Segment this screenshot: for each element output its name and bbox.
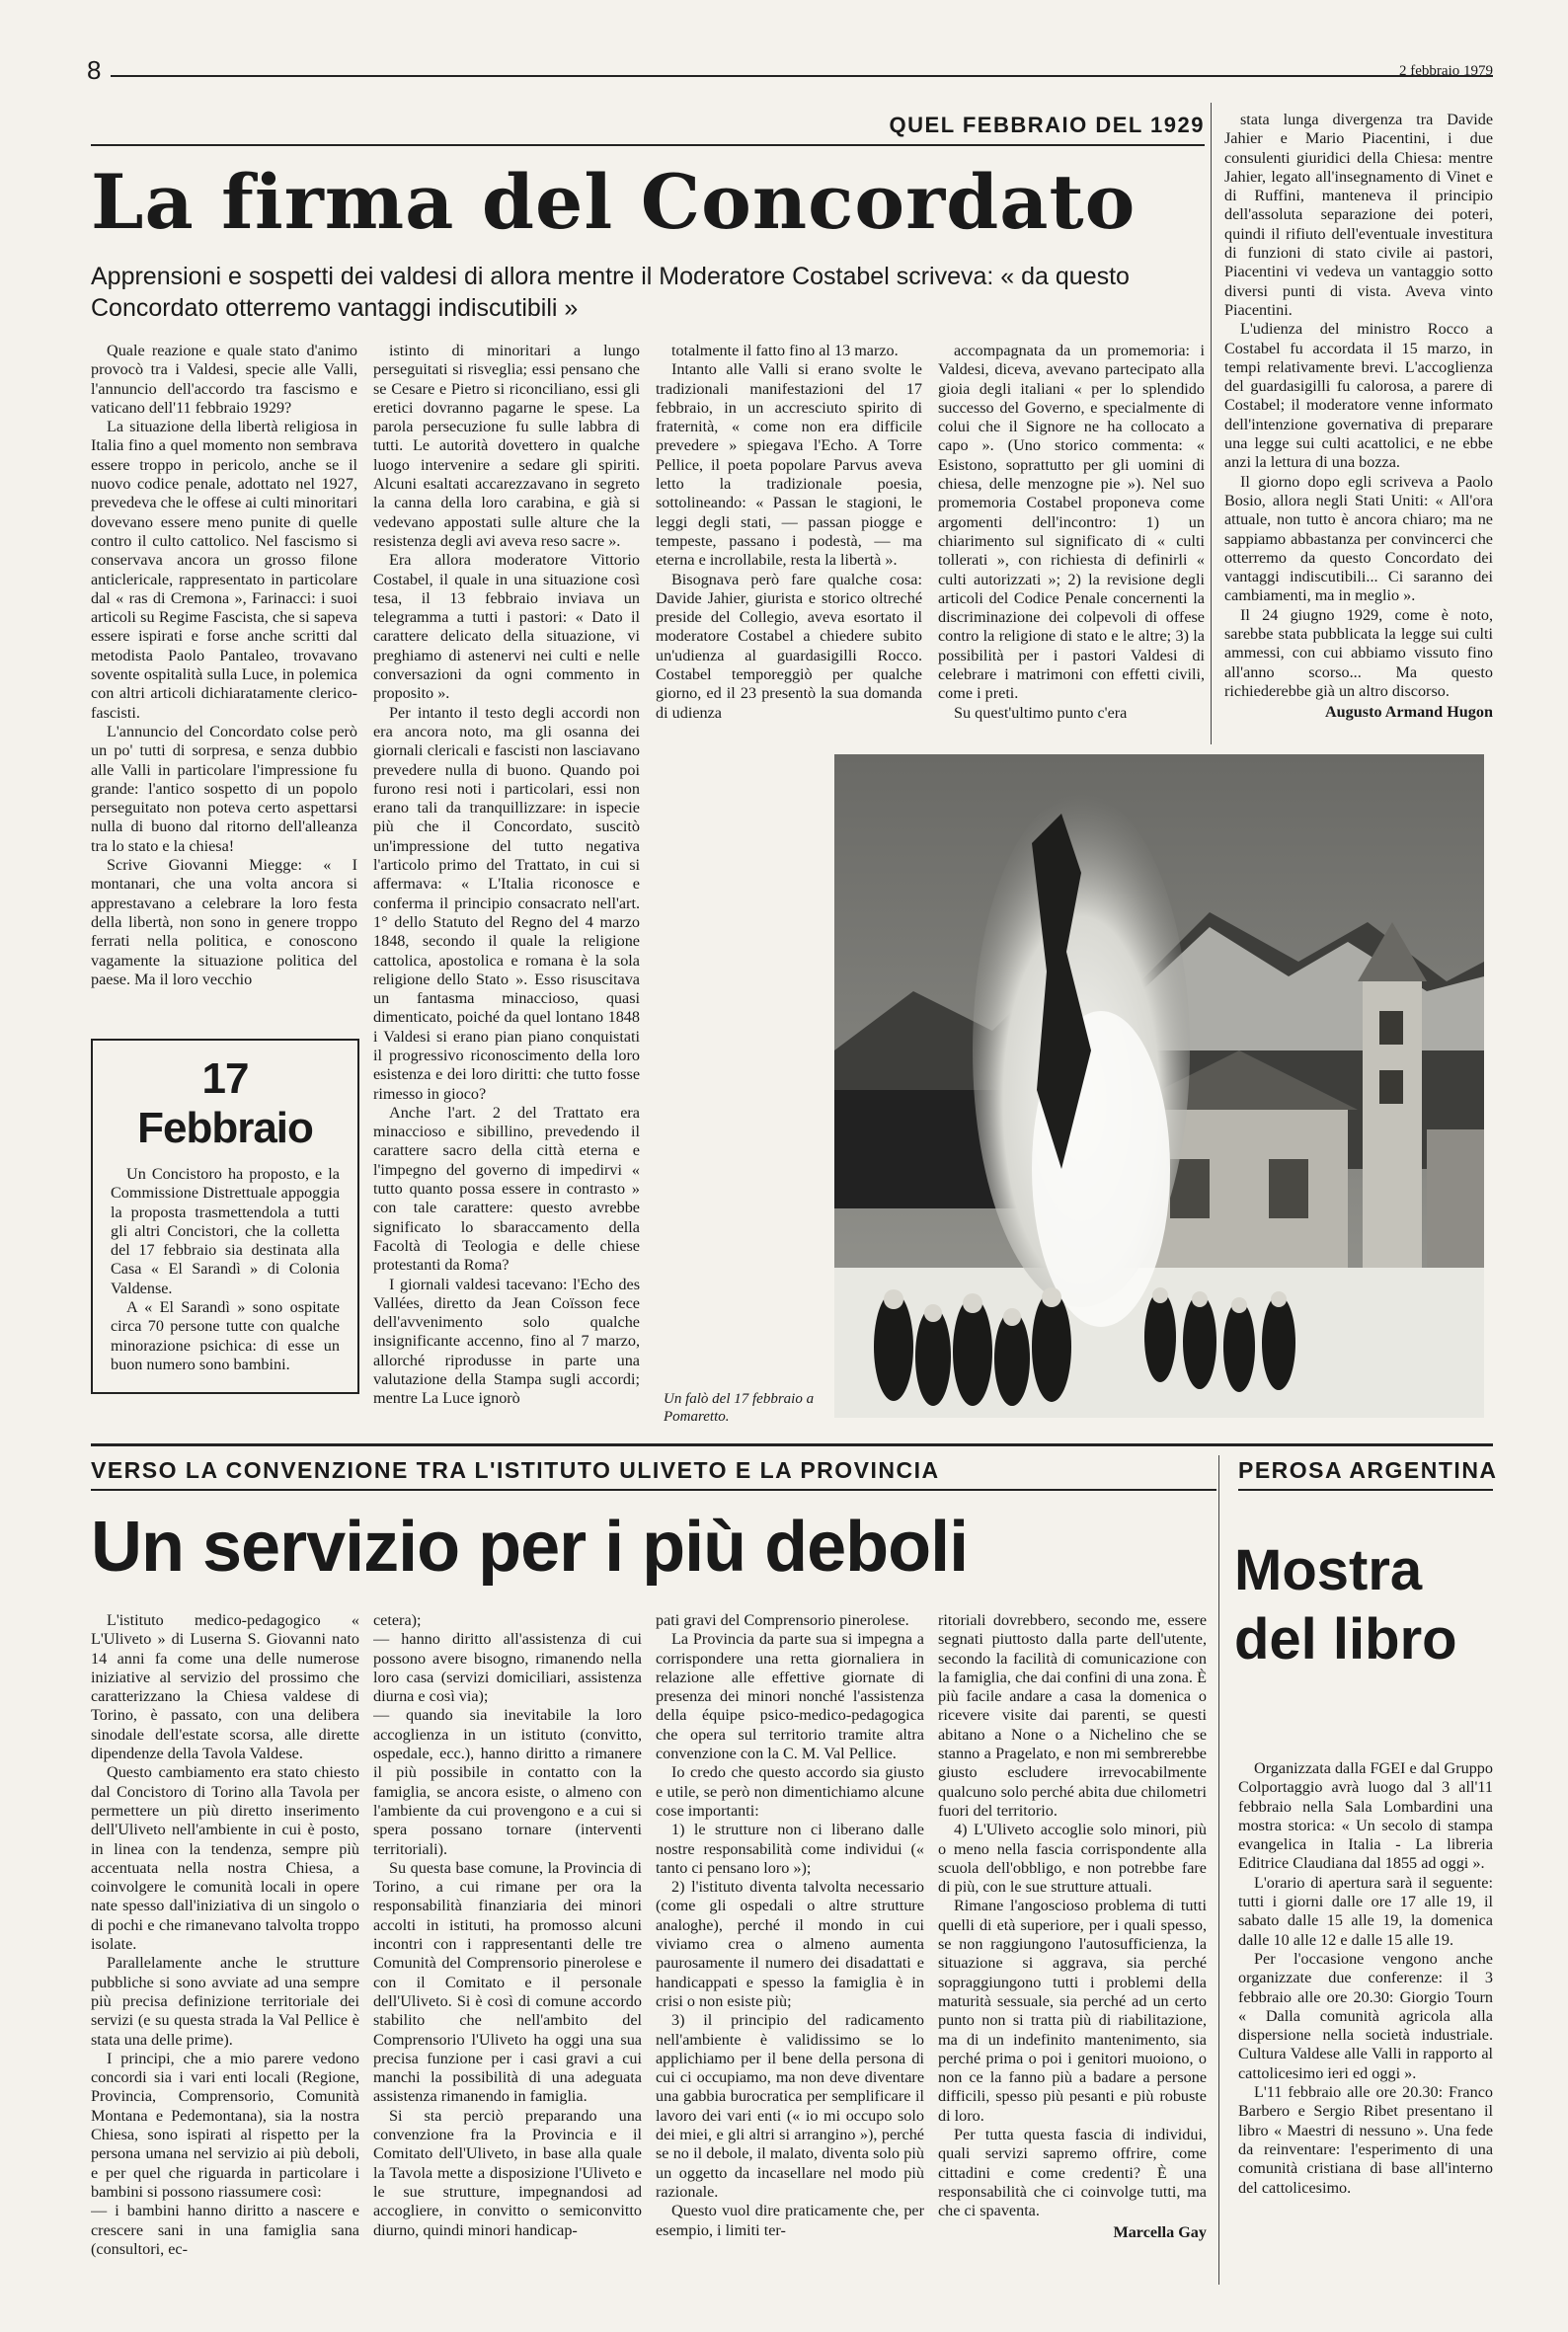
paragraph: Si sta perciò preparando una convenzione fra la Provincia e il Comitato dell'Uliveto, in base alla quale la Tavola mette a disposizione l'Uliveto e le sue strutture, impegnandosi ad accogliere, in convitto o semiconvitto diurno, quindi minori handicap- — [373, 2106, 642, 2239]
paragraph: I principi, che a mio parere vedono concordi sia i vari enti locali (Regione, Provincia, Comprensorio, Comunità Montana e Pedemontana), sia la nostra Chiesa, sono ispirati al rispetto per la persona umana nel servizio ai più deboli, e per quel che riguarda in particolare i bambini si possono riassumere così: — [91, 2049, 359, 2201]
bonfire-photo-image — [834, 754, 1484, 1418]
article3-kicker: PEROSA ARGENTINA — [1238, 1457, 1498, 1483]
paragraph: stata lunga divergenza tra Davide Jahier e Mario Piacentini, i due consulenti giuridici della Chiesa: mentre Jahier, legato all'insegnamento di Vinet e di Ruffini, manteneva il principio dell'assoluta separazione dei poteri, quindi il rifiuto dell'eventuale investitura di funzioni di stato civile ai pastori, Piacentini vi vedeva un vantaggio sotto diversi punti di vista. Aveva vinto Piacentini. — [1224, 111, 1493, 319]
article2-column-3 — [656, 1611, 924, 2293]
paragraph: Su questa base comune, la Provincia di Torino, a cui rimane per ora la responsabilità finanziaria dei minori accolti in istituti, ha promosso alcuni incontri con i rappresentanti delle tre Comunità del Comprensorio pinerolese e con il Comitato e il personale dell'Uliveto. Si è così di comune accordo stabilito che nell'ambito del Comprensorio l'Uliveto ha oggi una sua precisa funzione per i casi gravi a cui manchi la possibilità di una adeguata assistenza rimanendo in famiglia. — [373, 1858, 642, 2106]
bonfire-photo — [834, 754, 1484, 1418]
paragraph: Anche l'art. 2 del Trattato era minaccioso e sibillino, prevedendo il carattere sacro della città eterna e l'impegno del governo di impedirvi « tutto quanto possa essere in contrasto » con tale carattere: questo avrebbe significato lo sbaraccamento della Facoltà di Teologia e delle chiese protestanti da Roma? — [373, 1103, 640, 1275]
paragraph: L'11 febbraio alle ore 20.30: Franco Barbero e Sergio Ribet presentano il libro « Maestri di nessuno ». Una fede da reinventare: l'esperimento di una comunità cristiana di base all'interno del cattolicesimo. — [1238, 2083, 1493, 2197]
paragraph: ritoriali dovrebbero, secondo me, essere segnati piuttosto dalla parte dell'utente, secondo la facilità di comunicazione con la famiglia, che dai confini di una zona. È più facile andare a casa la domenica o ricevere visite dai parenti, se questi abitano a None o a Nichelino che se stanno a Pragelato, e non mi sembrerebbe giusto escludere irrevocabilmente qualcuno solo perché abita due chilometri fuori del territorio. — [938, 1611, 1207, 1820]
paragraph: Io credo che questo accordo sia giusto e utile, se però non dimentichiamo alcune cose importanti: — [656, 1763, 924, 1820]
article2-headline: Un servizio per i più deboli — [91, 1508, 969, 1587]
paragraph: I giornali valdesi tacevano: l'Echo des Vallées, diretto da Jean Coïsson fece dell'avvenimento solo qualche insignificante accenno, fino al 7 marzo, allorché riprodusse in parte una valutazione della Stampa sugli accordi; mentre La Luce ignorò — [373, 1275, 640, 1408]
paragraph: Questo cambiamento era stato chiesto dal Concistoro di Torino alla Tavola per permettere un più diretto inserimento dell'Uliveto nell'ambiente in cui è posto, in linea con la tendenza, sempre più accentuata nella nostra Chiesa, a coinvolgere le comunità locali in opere nate spesso dall'iniziativa di un singolo o di pochi e che rimanevano talvolta troppo isolate. — [91, 1763, 359, 1954]
paragraph: Su quest'ultimo punto c'era — [954, 703, 1128, 722]
article1-kicker: QUEL FEBBRAIO DEL 1929 — [889, 113, 1205, 137]
article2-column-1 — [91, 1611, 359, 2293]
photo-caption: Un falò del 17 febbraio a Pomaretto. — [664, 1391, 815, 1425]
paragraph: L'udienza del ministro Rocco a Costabel fu accordata il 15 marzo, in tempi relativamente brevi. L'accoglienza del guardasigilli fu calorosa, a parere di Costabel; il moderatore venne informato dell'intenzione governativa di preparare una legge sui culti acattolici, e ne ebbe anzi la lettura di una bozza. — [1224, 320, 1493, 472]
paragraph: La Provincia da parte sua si impegna a corrispondere una retta giornaliera in relazione alle effettive giornate di presenza dei minori nonché l'assistenza della équipe psico-medico-pedagogica che opera sul territorio tramite altra convenzione con la C. M. Val Pellice. — [656, 1630, 924, 1763]
signature: Marcella Gay — [1113, 2222, 1207, 2241]
issue-date: 2 febbraio 1979 — [1399, 63, 1493, 79]
paragraph: Il 24 giugno 1929, come è noto, sarebbe stata pubblicata la legge sui culti ammessi, con cui abbiamo vissuto fino all'anno scorso... Ma questo richiederebbe già un altro discorso. — [1224, 605, 1493, 700]
article2-rule — [91, 1489, 1216, 1491]
article1-column-4 — [938, 342, 1205, 744]
paragraph: Bisognava però fare qualche cosa: Davide Jahier, giurista e storico oltreché preside del Collegio, aveva esortato il moderatore Costabel a chiedere subito un'udienza al guardasigilli Rocco. Costabel temporeggiò per qualche giorno, ed il 23 presentò la sua domanda di udienza — [656, 570, 922, 722]
article2-kicker: VERSO LA CONVENZIONE TRA L'ISTITUTO ULIVETO E LA PROVINCIA — [91, 1457, 940, 1483]
article3-body — [1238, 1759, 1493, 2293]
paragraph: Il giorno dopo egli scriveva a Paolo Bosio, allora negli Stati Uniti: « All'ora attuale, non tutto è ancora chiaro; ma ne sappiamo abbastanza per convincerci che otterremo da questo Concordato dei vantaggi indiscutibili... Ci saranno dei cambiamenti, ma in meglio ». — [1224, 472, 1493, 605]
article1-headline: La firma del Concordato — [91, 158, 1137, 246]
paragraph: 3) il principio del radicamento nell'ambiente è validissimo se lo applichiamo per il bene della persona di cui ci occupiamo, ma non deve diventare una gabbia burocratica per semplificare il lavoro dei vari enti (« io mi occupo solo dei miei, e gli altri si arrangino »), perché se no il debole, il malato, diventa solo più un oggetto da incasellare nel modo più razionale. — [656, 2011, 924, 2201]
top-rule — [111, 75, 1493, 77]
paragraph: — quando sia inevitabile la loro accoglienza in un istituto (convitto, ospedale, ecc.), hanno diritto a rimanere il più possibile in contatto con la famiglia, se ancora esiste, o almeno con l'ambiente da cui provengono e a cui si spera possano tornare (interventi territoriali). — [373, 1706, 642, 1858]
paragraph: Per l'occasione vengono anche organizzate due conferenze: il 3 febbraio alle ore 20.30: Giorgio Tourn « Dalla comunità agricola alla dispersione nella società industriale. Cultura Valdese alle Valli in rapporto al cattolicesimo ieri ed oggi ». — [1238, 1949, 1493, 2082]
article1-column-5 — [1224, 111, 1493, 744]
paragraph: 1) le strutture non ci liberano dalle nostre responsabilità come individui (« tanto ci pensano loro »); — [656, 1821, 924, 1877]
column-divider — [1211, 103, 1212, 744]
paragraph: accompagnata da un promemoria: i Valdesi, diceva, avevano partecipato alla gioia degli italiani « per lo splendido successo del Governo, e specialmente di colui che il Signore ne ha collocato a capo ». (Uno storico commenta: « Esistono, soprattutto per gli uomini di chiesa, delle menzogne pie »). Nel suo promemoria Costabel proponeva come argomenti dell'incontro: 1) un chiarimento sul significato di « culti tollerati », con richiesta di definirli « culti autorizzati »; 2) la revisione degli articoli del Codice Penale concernenti la discriminazione dei colpevoli di offese contro la religione di stato e le altre; 3) la possibilità per i pastori Valdesi di celebrare i matrimoni con effetti civili, come i preti. — [938, 342, 1205, 703]
paragraph: totalmente il fatto fino al 13 marzo. — [671, 342, 899, 359]
article1-column-2 — [373, 342, 640, 1414]
article1-rule — [91, 144, 1205, 146]
section-divider — [91, 1443, 1493, 1446]
article3-rule — [1238, 1489, 1493, 1491]
paragraph: Scrive Giovanni Miegge: « I montanari, che una volta ancora si apprestavano a celebrare la loro festa della libertà, non sono in genere troppo ferrati nella politica, e conoscono vagamente la situazione politica del paese. Ma il loro vecchio — [91, 856, 357, 988]
box-title: 17 Febbraio — [137, 1054, 313, 1152]
box-17-febbraio — [91, 1039, 359, 1394]
paragraph: 2) l'istituto diventa talvolta necessario (come gli ospedali o altre strutture analoghe), perché il mondo in cui viviamo crea o almeno aumenta paurosamente il numero dei disadattati e handicappati e spesso la famiglia è in crisi o non esiste più; — [656, 1878, 924, 2010]
paragraph: — hanno diritto all'assistenza di cui possono avere bisogno, rimanendo nella loro casa (servizi domiciliari, assistenza diurna e così via); — [373, 1630, 642, 1706]
box-body — [111, 1165, 340, 1441]
column-divider — [1218, 1455, 1219, 2285]
paragraph: Organizzata dalla FGEI e dal Gruppo Colportaggio avrà luogo dal 3 all'11 febbraio nella Sala Lombardini una mostra storica: « Un secolo di stampa evangelica in Italia - La libreria Editrice Claudiana dal 1855 ad oggi ». — [1238, 1759, 1493, 1873]
paragraph: Era allora moderatore Vittorio Costabel, il quale in una situazione così tesa, il 13 febbraio inviava un telegramma a tutti i pastori: « Dato il carattere delicato della situazione, vi preghiamo di astenervi nei culti e nelle conversazioni da ogni commento in proposito ». — [373, 551, 640, 703]
paragraph: L'istituto medico-pedagogico « L'Uliveto » di Luserna S. Giovanni nato 14 anni fa come una delle numerose iniziative al servizio del prossimo che caratterizzano la Chiesa valdese di Torino, è passato, con una delibera sinodale dell'estate scorsa, alle dirette dipendenze della Tavola Valdese. — [91, 1611, 359, 1763]
paragraph: A « El Sarandì » sono ospitate circa 70 persone tutte con qualche minorazione psichica: di esse un buon numero sono bambini. — [111, 1298, 340, 1373]
paragraph: — i bambini hanno diritto a nascere e crescere sani in una famiglia sana (consultori, ec- — [91, 2202, 359, 2258]
paragraph: Parallelamente anche le strutture pubbliche si sono avviate ad una sempre più precisa definizione territoriale dei servizi (e su questa strada la Val Pellice è stata una delle prime). — [91, 1954, 359, 2049]
article1-column-3 — [656, 342, 922, 744]
paragraph: L'orario di apertura sarà il seguente: tutti i giorni dalle ore 17 alle 19, il sabato dalle 15 alle 19, la domenica dalle 10 alle 12 e dalle 15 alle 19. — [1238, 1873, 1493, 1949]
paragraph: La situazione della libertà religiosa in Italia fino a quel momento non sembrava essere troppo in pericolo, anche se il nuovo codice penale, adottato nel 1927, prevedeva che le offese ai culti minoritari dovevano essere meno punite di quelle contro il culto cattolico. Nel fascismo si conservava ancora un grosso filone anticlericale, rappresentato in particolare dal « ras di Cremona », Farinacci: i suoi articoli su Regime Fascista, che si sapeva essere ispirati e forse anche scritti dal metodista Paolo Pantaleo, trovavano sovente ospitalità sulla Luce, in polemica con altri articoli dichiaratamente clerico-fascisti. — [91, 418, 357, 722]
paragraph: Un Concistoro ha proposto, e la Commissione Distrettuale appoggia la proposta trasmettendola a tutti gli altri Concistori, che la colletta del 17 febbraio sia destinata alla Casa « El Sarandì » di Colonia Valdense. — [111, 1165, 340, 1297]
article3-headline: Mostra del libro — [1234, 1538, 1457, 1671]
signature: Augusto Armand Hugon — [1324, 703, 1493, 722]
paragraph: Questo vuol dire praticamente che, per esempio, i limiti ter- — [656, 2202, 924, 2239]
article2-column-2 — [373, 1611, 642, 2293]
paragraph: Per intanto il testo degli accordi non era ancora noto, ma gli osanna dei giornali clericali e fascisti non lasciavano prevedere nulla di buono. Quando poi furono resi noti i particolari, essi non erano tali da tranquillizzare: in ispecie più che il Concordato, suscitò un'impressione del tutto negativa l'articolo primo del Trattato, in cui si affermava: « L'Italia riconosce e conferma il principio consacrato nell'art. 1° dello Statuto del Regno del 4 marzo 1848, secondo il quale la religione cattolica, apostolica e romana è la sola religione dello Stato ». Esso risuscitava un fantasma minaccioso, quasi dimenticato, poiché da quel lontano 1848 i Valdesi si erano pian piano conquistati il progressivo riconoscimento della loro esistenza e dei loro diritti: che tutto fosse rimesso in gioco? — [373, 703, 640, 1103]
paragraph: pati gravi del Comprensorio pinerolese. — [656, 1611, 909, 1629]
paragraph: Quale reazione e quale stato d'animo provocò tra i Valdesi, specie alle Valli, l'annuncio dell'accordo tra fascismo e vaticano dell'11 febbraio 1929? — [91, 342, 357, 417]
paragraph: Intanto alle Valli si erano svolte le tradizionali manifestazioni del 17 febbraio, in un accresciuto spirito di fraternità, « come non era difficile prevedere » spiegava l'Echo. A Torre Pellice, il poeta popolare Parvus aveva letto la tradizionale poesia, sottolineando: « Passan le stagioni, le leggi degli stati, — passan piogge e tempeste, passano i podestà, — ma eterna e incrollabile, resta la libertà ». — [656, 360, 922, 570]
paragraph: Rimane l'angoscioso problema di tutti quelli di età superiore, per i quali spesso, se non raggiungono l'autosufficienza, la situazione si aggrava, sia perché sopraggiungono tutti i problemi della maturità sessuale, sia perché ad un certo punto non si tratta più di riabilitazione, ma di un indefinito mantenimento, sia perché prima o poi i genitori muoiono, o non ce la fanno più a badare a persone difficili, spesso più pesanti e più robuste di loro. — [938, 1897, 1207, 2125]
paragraph: istinto di minoritari a lungo perseguitati si risveglia; essi pensano che se Cesare e Pietro si riconciliano, essi gli eretici dovranno pagarne le spese. La parola persecuzione fu sulle labbra di tutti. Le autorità dovettero in qualche luogo intervenire a sedare gli spiriti. Alcuni esaltati accarezzavano in segreto la canna della loro carabina, e già si vedevano appostati sulle alture che la resistenza degli avi aveva reso sacre ». — [373, 342, 640, 550]
paragraph: L'annuncio del Concordato colse però un po' tutti di sorpresa, e senza dubbio alle Valli in particolare l'impressione fu grande: l'antico sospetto di un popolo perseguitato non poteva certo aspettarsi nulla di buono dal ritorno dell'alleanza tra lo stato e la chiesa! — [91, 722, 357, 855]
article2-column-4 — [938, 1611, 1207, 2293]
paragraph: cetera); — [373, 1611, 422, 1629]
paragraph: Per tutta questa fascia di individui, quali servizi sapremo offrire, come cittadini e come credenti? È una responsabilità che ci coinvolge tutti, ma che ci spaventa. — [938, 2126, 1207, 2220]
article1-column-1 — [91, 342, 357, 1023]
page-number: 8 — [87, 55, 102, 85]
article1-subtitle: Apprensioni e sospetti dei valdesi di allora mentre il Moderatore Costabel scriveva: « da questo Concordato otterremo vantaggi indiscutibili » — [91, 263, 1130, 322]
paragraph: 4) L'Uliveto accoglie solo minori, più o meno nella fascia corrispondente alla scuola dell'obbligo, e non potrebbe fare di più, con le sue strutture attuali. — [938, 1821, 1207, 1897]
